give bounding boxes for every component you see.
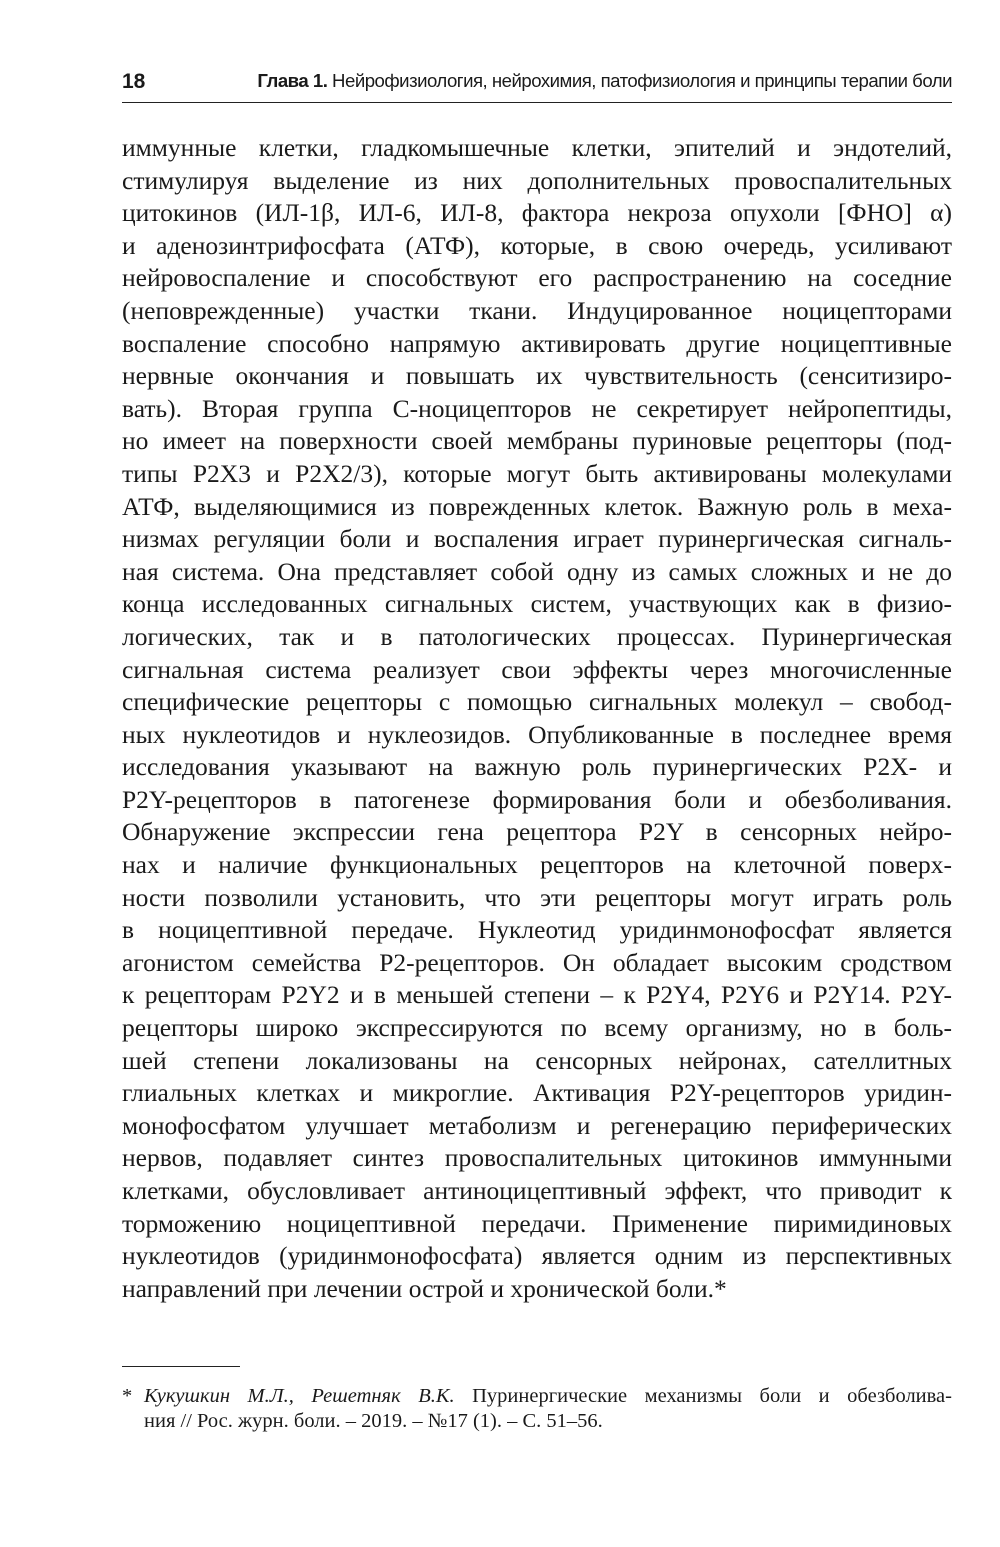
footnote-authors: Кукушкин М.Л., Решетняк В.К. [144, 1385, 455, 1407]
text-line: низмах регуляции боли и воспаления играет пуринергическая сигналь- [122, 524, 952, 554]
text-line: но имеет на поверхности своей мембраны пуриновые рецепторы (под- [122, 426, 952, 456]
text-line: АТФ, выделяющимися из поврежденных клеток. Важную роль в меха- [122, 491, 952, 521]
footnote-separator [122, 1366, 240, 1367]
text-line: в ноцицептивной передаче. Нуклеотид уридинмонофосфат является [122, 915, 952, 945]
chapter-label: Глава 1. [257, 70, 328, 91]
text-line: шей степени локализованы на сенсорных нейронах, сателлитных [122, 1045, 952, 1075]
text-line: Обнаружение экспрессии гена рецептора P2Y в сенсорных нейро- [122, 817, 952, 847]
text-line: нах и наличие функциональных рецепторов на клеточной поверх- [122, 850, 952, 880]
text-line: и аденозинтрифосфата (АТФ), которые, в свою очередь, усиливают [122, 230, 952, 260]
text-line: специфические рецепторы с помощью сигнальных молекул – свобод- [122, 687, 952, 717]
running-head [257, 70, 952, 92]
text-line: нервные окончания и повышать их чувствительность (сенситизиро- [122, 361, 952, 391]
text-line: монофосфатом улучшает метаболизм и регенерацию периферических [122, 1110, 952, 1140]
text-line: нуклеотидов (уридинмонофосфата) является одним из перспективных [122, 1241, 952, 1271]
text-line: глиальных клетках и микроглие. Активация P2Y-рецепторов уридин- [122, 1078, 952, 1108]
text-line: иммунные клетки, гладкомышечные клетки, эпителий и эндотелий, [122, 133, 952, 162]
text-line: вать). Вторая группа С-ноцицепторов не секретирует нейропептиды, [122, 393, 952, 423]
chapter-title: Нейрофизиология, нейрохимия, патофизиология и принципы терапии боли [332, 70, 952, 91]
text-line: агонистом семейства P2-рецепторов. Он обладает высоким сродством [122, 947, 952, 977]
running-header [122, 64, 952, 103]
text-line: нейровоспаление и способствуют его распространению на соседние [122, 263, 952, 293]
text-line: конца исследованных сигнальных систем, участвующих как в физио- [122, 589, 952, 619]
footnote-marker: * [122, 1385, 133, 1407]
text-line: воспаление способно напрямую активировать другие ноцицептивные [122, 328, 952, 358]
text-line: цитокинов (ИЛ-1β, ИЛ-6, ИЛ-8, фактора некроза опухоли [ФНО] α) [122, 198, 952, 228]
text-line: нервов, подавляет синтез провоспалительных цитокинов иммунными [122, 1143, 952, 1173]
text-line: клетками, обусловливает антиноцицептивный эффект, что приводит к [122, 1176, 952, 1205]
text-line: ных нуклеотидов и нуклеозидов. Опубликованные в последнее время [122, 719, 952, 749]
footnote-title: Пуринергические механизмы боли и обезболива- [454, 1385, 952, 1407]
page-number: 18 [122, 70, 146, 93]
text-line: стимулируя выделение из них дополнительных провоспалительных [122, 165, 952, 195]
text-line: ная система. Она представляет собой одну из самых сложных и не до [122, 556, 952, 586]
text-line: исследования указывают на важную роль пуринергических P2X- и [122, 752, 952, 782]
text-line: направлений при лечении острой и хронической боли.* [122, 1273, 727, 1303]
footnote [122, 1384, 952, 1434]
text-line: ности позволили установить, что эти рецепторы могут играть роль [122, 882, 952, 912]
text-line: типы P2X3 и P2X2/3), которые могут быть активированы молекулами [122, 458, 952, 488]
text-line: (неповрежденные) участки ткани. Индуцированное ноцицепторами [122, 295, 952, 325]
footnote-line: ния // Рос. журн. боли. – 2019. – №17 (1). – С. 51–56. [144, 1410, 603, 1432]
text-line: к рецепторам P2Y2 и в меньшей степени – к P2Y4, P2Y6 и P2Y14. P2Y- [122, 980, 952, 1010]
text-line: сигнальная система реализует свои эффекты через многочисленные [122, 654, 952, 684]
text-line: P2Y-рецепторов в патогенезе формирования боли и обезболивания. [122, 784, 952, 814]
body-text [122, 132, 952, 1305]
text-line: логических, так и в патологических процессах. Пуринергическая [122, 621, 952, 651]
text-line: торможению ноцицептивной передачи. Применение пиримидиновых [122, 1208, 952, 1238]
footnote-line [122, 1384, 952, 1409]
text-line: рецепторы широко экспрессируются по всему организму, но в боль- [122, 1013, 952, 1043]
